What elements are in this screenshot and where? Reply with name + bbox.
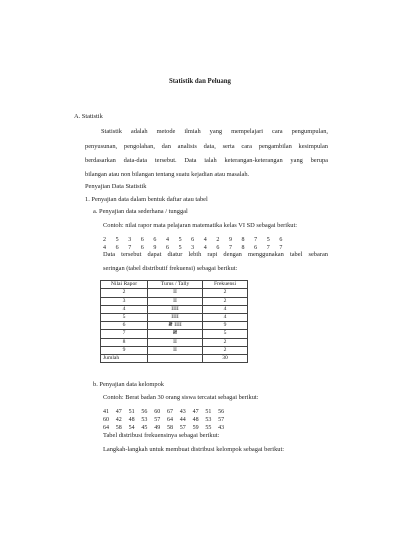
- number-value: 47: [115, 409, 122, 415]
- table-cell: 5: [101, 313, 148, 321]
- table-cell: 9: [203, 322, 248, 330]
- total-value: 30: [203, 354, 248, 362]
- table-cell: IIII: [148, 305, 203, 313]
- number-value: 57: [154, 417, 161, 423]
- number-value: 3: [191, 245, 195, 251]
- table-row: [101, 289, 248, 297]
- number-value: 6: [191, 237, 195, 243]
- number-value: 67: [166, 409, 173, 415]
- number-value: 9: [228, 237, 232, 243]
- number-value: 44: [179, 417, 186, 423]
- number-value: 7: [279, 245, 283, 251]
- table-row: [101, 338, 248, 346]
- paragraph-line: Tabel distribusi frekuensinya sebagai berikut:: [103, 432, 220, 439]
- number-value: 6: [254, 245, 258, 251]
- number-row: [103, 408, 231, 416]
- frequency-table: [100, 280, 248, 363]
- table-cell: 4: [203, 313, 248, 321]
- list-item-a: a. Penyajian data sederhana / tunggal: [93, 208, 188, 215]
- number-value: 6: [140, 237, 144, 243]
- number-value: 7: [128, 245, 132, 251]
- number-value: 60: [103, 417, 109, 423]
- table-cell: IIII: [148, 313, 203, 321]
- paragraph-line: Statistik adalah metode ilmiah yang mempelajari cara pengumpulan,: [101, 128, 328, 135]
- number-value: 42: [115, 417, 122, 423]
- number-value: 6: [165, 245, 169, 251]
- table-cell: II: [148, 338, 203, 346]
- number-value: 5: [115, 237, 119, 243]
- number-value: 47: [192, 409, 199, 415]
- subheading-penyajian: Penyajian Data Statistik: [85, 183, 147, 190]
- number-value: 5: [178, 245, 182, 251]
- number-value: 6: [115, 245, 119, 251]
- table-cell: II: [148, 289, 203, 297]
- table-row: [101, 330, 248, 338]
- table-cell: [148, 354, 203, 362]
- table-cell: 𝍸 IIII: [148, 322, 203, 330]
- number-value: 53: [205, 417, 212, 423]
- number-value: 4: [165, 237, 169, 243]
- number-value: 6: [153, 237, 157, 243]
- table-row: [101, 313, 248, 321]
- table-cell: 2: [203, 297, 248, 305]
- number-value: 3: [128, 237, 132, 243]
- table-row: [101, 322, 248, 330]
- table-cell: 3: [101, 297, 148, 305]
- table-cell: 4: [101, 305, 148, 313]
- page-title: Statistik dan Peluang: [169, 78, 231, 85]
- number-row: [103, 424, 231, 432]
- number-value: 64: [103, 425, 109, 431]
- table-cell: 5: [203, 330, 248, 338]
- number-value: 48: [128, 417, 135, 423]
- number-value: 45: [141, 425, 148, 431]
- table-cell: 𝍸: [148, 330, 203, 338]
- number-value: 59: [192, 425, 199, 431]
- paragraph-line: berdasarkan data-data tersebut. Data ialah keterangan-keterangan yang berupa: [85, 157, 328, 164]
- number-value: 7: [254, 237, 258, 243]
- table-cell: 4: [203, 305, 248, 313]
- table-cell: 2: [203, 289, 248, 297]
- table-header-row: [101, 281, 248, 289]
- number-value: 5: [266, 237, 270, 243]
- table-cell: 7: [101, 330, 148, 338]
- section-heading-statistik: A. Statistik: [74, 113, 103, 120]
- table-cell: 2: [203, 338, 248, 346]
- total-label: Jumlah: [101, 354, 148, 362]
- number-value: 8: [241, 237, 245, 243]
- number-value: 4: [203, 237, 207, 243]
- number-value: 51: [205, 409, 212, 415]
- list-item-1: 1. Penyajian data dalam bentuk daftar atau tabel: [85, 196, 208, 203]
- number-value: 2: [216, 237, 220, 243]
- paragraph-line: bilangan atau non bilangan tentang suatu kejadian atau masalah.: [85, 171, 250, 178]
- number-value: 57: [179, 425, 186, 431]
- number-row: [103, 416, 231, 424]
- table-cell: II: [148, 346, 203, 354]
- number-value: 51: [128, 409, 135, 415]
- number-value: 5: [178, 237, 182, 243]
- column-header: Nilai Rapor: [101, 281, 148, 289]
- table-row: [101, 297, 248, 305]
- table-cell: 9: [101, 346, 148, 354]
- table-cell: 8: [101, 338, 148, 346]
- number-value: 57: [218, 417, 225, 423]
- number-value: 7: [228, 245, 232, 251]
- number-value: 6: [279, 237, 283, 243]
- number-value: 53: [141, 417, 148, 423]
- table-cell: 6: [101, 322, 148, 330]
- number-value: 4: [103, 245, 106, 251]
- number-value: 60: [154, 409, 161, 415]
- number-value: 56: [218, 409, 225, 415]
- paragraph-line: penyusunan, pengolahan, dan analisis data, serta cara pengambilan kesimpulan: [85, 143, 328, 150]
- column-header: Turus / Tally: [148, 281, 203, 289]
- number-value: 4: [203, 245, 207, 251]
- number-value: 6: [140, 245, 144, 251]
- number-value: 54: [128, 425, 135, 431]
- paragraph-line: Langkah-langkah untuk membuat distribusi kelompok sebagai berikut:: [103, 446, 285, 453]
- number-value: 48: [192, 417, 199, 423]
- column-header: Frekuensi: [203, 281, 248, 289]
- paragraph-line: Data tersebut dapat diatur lebih rapi dengan menggunakan tabel sebaran: [103, 251, 328, 258]
- list-item-b: b. Penyajian data kelompok: [93, 381, 164, 388]
- number-value: 58: [115, 425, 122, 431]
- table-cell: II: [148, 297, 203, 305]
- number-value: 8: [241, 245, 245, 251]
- number-value: 9: [153, 245, 157, 251]
- number-value: 6: [216, 245, 220, 251]
- number-value: 43: [179, 409, 186, 415]
- number-value: 2: [103, 237, 106, 243]
- number-value: 55: [205, 425, 212, 431]
- number-row: [103, 236, 292, 244]
- number-value: 49: [154, 425, 161, 431]
- number-value: 56: [141, 409, 148, 415]
- number-value: 41: [103, 409, 109, 415]
- table-row: [101, 346, 248, 354]
- table-cell: 2: [203, 346, 248, 354]
- number-value: 64: [166, 417, 173, 423]
- table-row: [101, 305, 248, 313]
- number-value: 58: [166, 425, 173, 431]
- table-total-row: [101, 354, 248, 362]
- number-value: 43: [218, 425, 225, 431]
- example-text: Contoh: nilai rapor mata pelajaran matematika kelas VI SD sebagai berikut:: [103, 222, 298, 229]
- example-text: Contoh: Berat badan 30 orang siswa tercatat sebagai berikut:: [103, 394, 259, 401]
- number-value: 7: [266, 245, 270, 251]
- table-cell: 2: [101, 289, 148, 297]
- paragraph-line: seringan (tabel distributif frekuensi) sebagai berikut:: [103, 265, 238, 272]
